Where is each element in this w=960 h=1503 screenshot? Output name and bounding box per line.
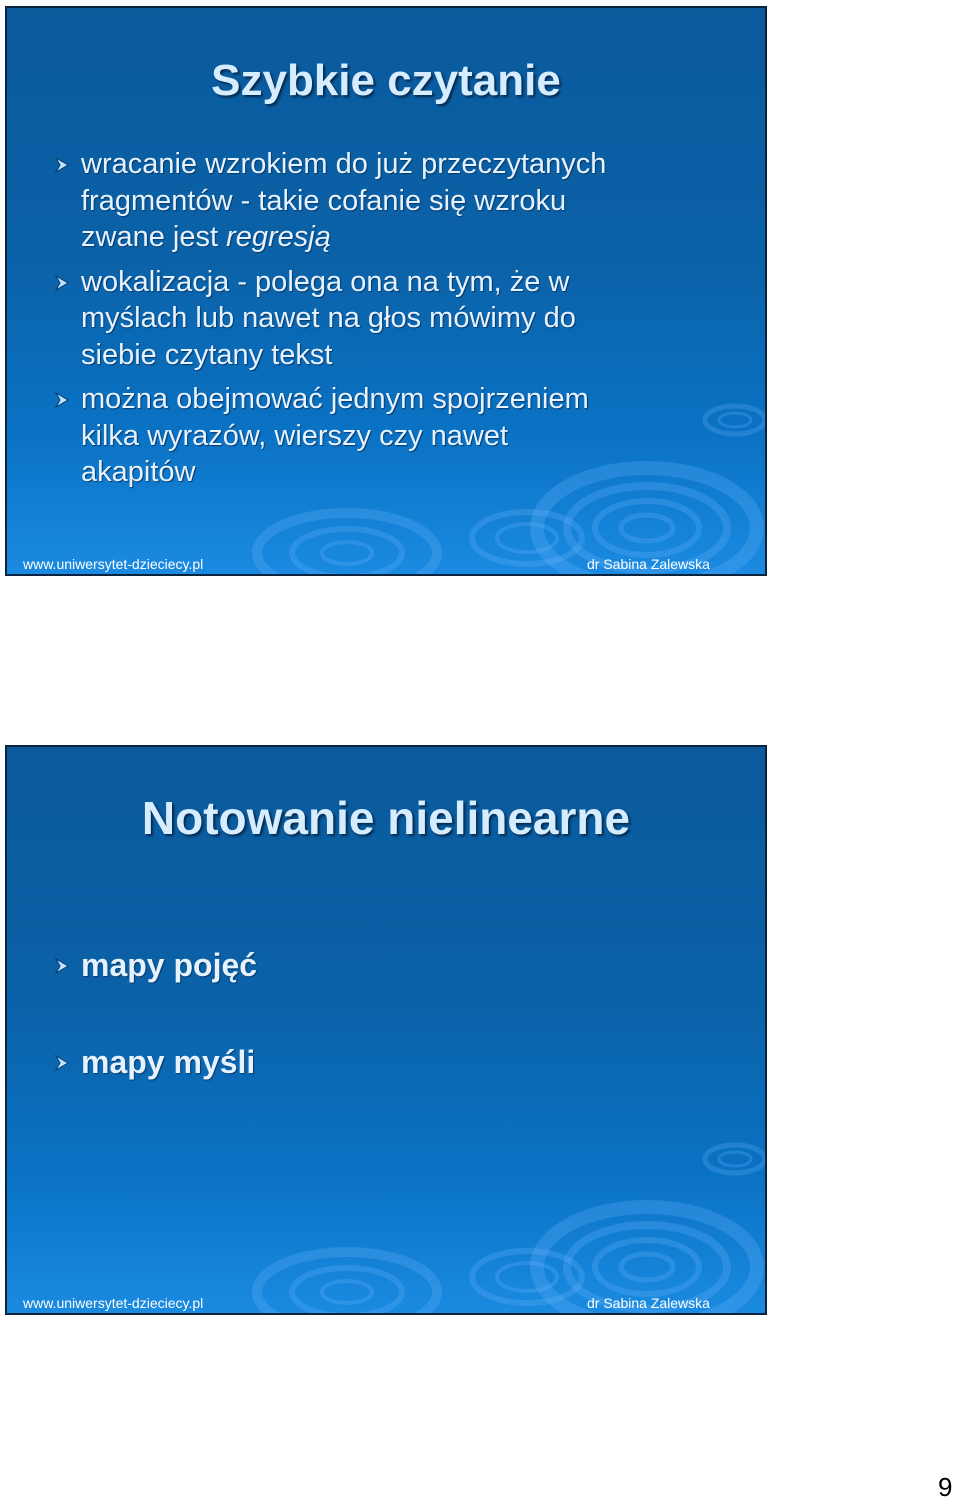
bullet-list bbox=[53, 945, 713, 1139]
arrow-bullet-icon bbox=[53, 156, 71, 174]
slide-notowanie-nielinearne bbox=[5, 745, 767, 1315]
footer-website: www.uniwersytet-dzieciecy.pl bbox=[23, 556, 204, 572]
slide-szybkie-czytanie bbox=[5, 6, 767, 576]
bullet-line: wokalizacja - polega ona na tym, że w bbox=[81, 265, 570, 298]
bullet-text: mapy pojęć bbox=[81, 947, 258, 983]
bullet-line: można obejmować jednym spojrzeniem bbox=[81, 383, 589, 415]
bullet-line: kilka wyrazów, wierszy czy nawet bbox=[81, 419, 509, 452]
footer-author: dr Sabina Zalewska bbox=[587, 1295, 710, 1311]
bullet-list bbox=[53, 146, 713, 499]
bullet-text: mapy myśli bbox=[81, 1044, 256, 1080]
bullet-line: akapitów bbox=[81, 456, 196, 488]
page-number: 9 bbox=[938, 1472, 953, 1502]
list-item bbox=[53, 264, 713, 374]
bullet-line: wracanie wzrokiem do już przeczytanych bbox=[81, 148, 607, 180]
list-item bbox=[53, 945, 713, 985]
arrow-bullet-icon bbox=[53, 274, 71, 292]
slide-title: Szybkie czytanie bbox=[211, 56, 561, 105]
bullet-line: myślach lub nawet na głos mówimy do bbox=[81, 302, 576, 334]
list-item bbox=[53, 381, 713, 491]
arrow-bullet-icon bbox=[53, 1054, 71, 1072]
list-item bbox=[53, 146, 713, 256]
list-item bbox=[53, 1042, 713, 1082]
arrow-bullet-icon bbox=[53, 957, 71, 975]
bullet-line: siebie czytany tekst bbox=[81, 338, 333, 371]
bullet-line: zwane jest bbox=[81, 221, 227, 253]
footer-author: dr Sabina Zalewska bbox=[587, 556, 710, 572]
footer-website: www.uniwersytet-dzieciecy.pl bbox=[23, 1295, 204, 1311]
arrow-bullet-icon bbox=[53, 391, 71, 409]
slide-title: Notowanie nielinearne bbox=[141, 792, 631, 844]
bullet-line: fragmentów - takie cofanie się wzroku bbox=[81, 184, 567, 217]
emphasized-term: regresją bbox=[226, 221, 331, 253]
